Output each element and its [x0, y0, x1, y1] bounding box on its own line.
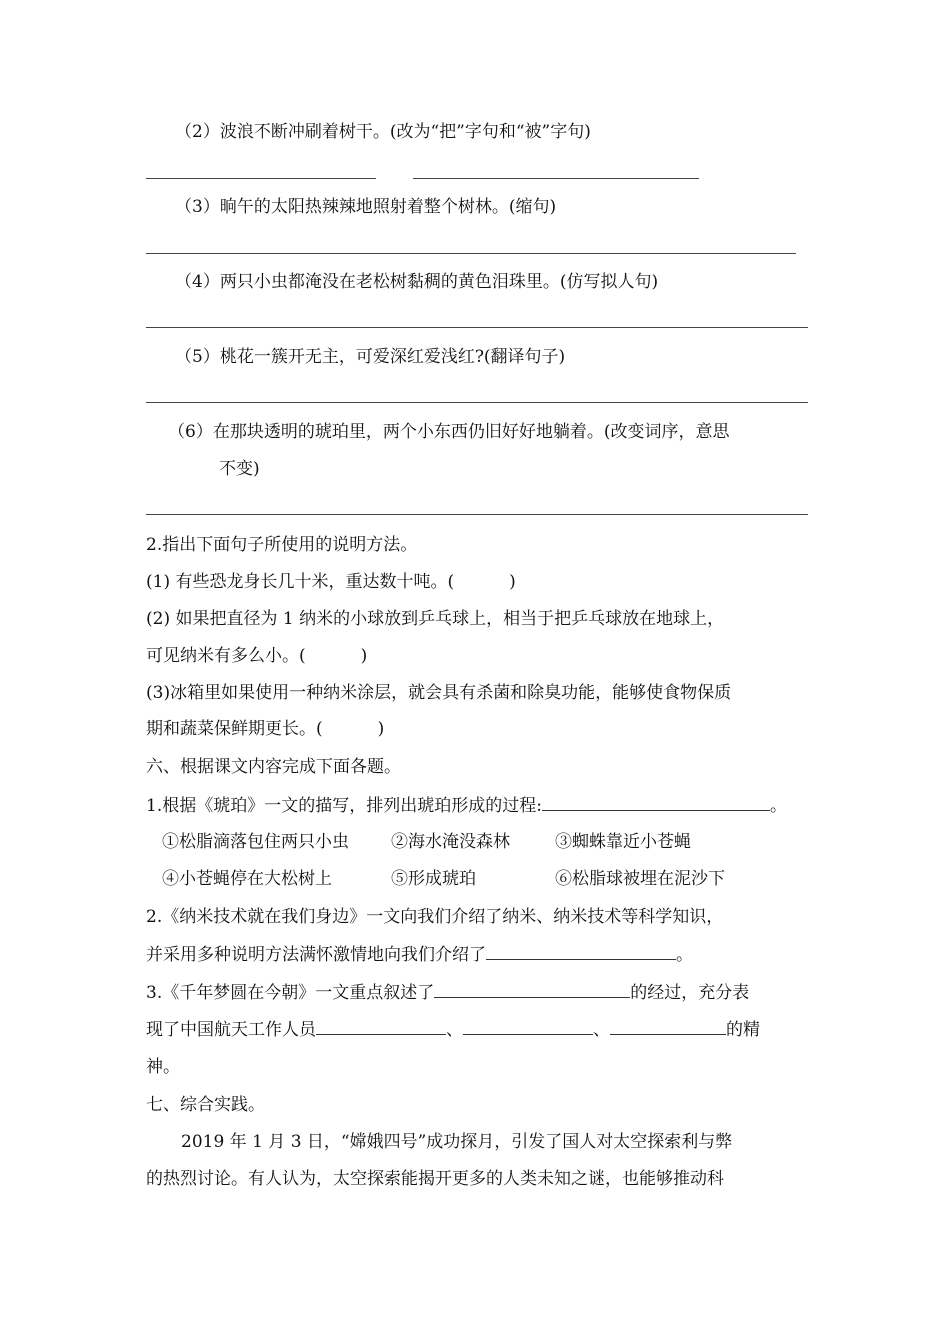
s6-q1-answer-blank[interactable]	[542, 794, 770, 811]
s6-q3-answer-blank-1[interactable]	[316, 1018, 446, 1035]
item-4-text: （4）两只小虫都淹没在老松树黏稠的黄色泪珠里。(仿写拟人句)	[175, 272, 659, 292]
s7-paragraph-line1: 2019 年 1 月 3 日，“嫦娥四号”成功探月，引发了国人对太空探索利与弊	[181, 1132, 733, 1152]
option-1: ①松脂滴落包住两只小虫	[162, 832, 349, 852]
s6-q1-end: 。	[769, 796, 787, 816]
s6-q2-line2	[146, 943, 693, 966]
option-5: ⑤形成琥珀	[391, 869, 476, 889]
answer-line-2a[interactable]	[146, 178, 376, 179]
option-3: ③蜘蛛靠近小苍蝇	[555, 832, 691, 852]
s6-q3-text: 3.《千年梦圆在今朝》一文重点叙述了	[146, 983, 435, 1003]
s6-q1-text: 1.根据《琥珀》一文的描写，排列出琥珀形成的过程:	[146, 796, 542, 816]
s6-q3-answer-blank-2[interactable]	[463, 1018, 593, 1035]
s6-q3-sep-2: 、	[593, 1020, 610, 1040]
q2-sentence-1	[146, 571, 516, 593]
s6-q3-line2-text: 现了中国航天工作人员	[146, 1020, 316, 1040]
section-7-heading: 七、综合实践。	[146, 1095, 265, 1115]
q2-sentence-2-line2	[146, 645, 367, 667]
s6-q3-line2-end: 的精	[726, 1020, 760, 1040]
s6-q3-line3: 神。	[146, 1057, 180, 1077]
answer-line-5[interactable]	[146, 402, 808, 403]
q2-sentence-2-text: 可见纳米有多么小。(	[146, 646, 306, 666]
s6-q3-sep-1: 、	[446, 1020, 463, 1040]
item-3-text: （3）晌午的太阳热辣辣地照射着整个树林。(缩句)	[175, 197, 557, 217]
s6-q2-answer-blank[interactable]	[486, 943, 676, 960]
q2-sentence-2-line1: (2) 如果把直径为 1 纳米的小球放到乒乓球上，相当于把乒乓球放在地球上，	[146, 609, 725, 629]
q2-sentence-3-close: )	[377, 719, 385, 739]
s7-paragraph-line2: 的热烈讨论。有人认为，太空探索能揭开更多的人类未知之谜，也能够推动科	[146, 1169, 724, 1189]
q2-sentence-3-text: 期和蔬菜保鲜期更长。(	[146, 719, 323, 739]
answer-line-2b[interactable]	[413, 178, 699, 179]
answer-line-6[interactable]	[146, 514, 808, 515]
q2-sentence-3-line1: (3)冰箱里如果使用一种纳米涂层，就会具有杀菌和除臭功能，能够使食物保质	[146, 683, 732, 703]
q2-sentence-1-text: (1) 有些恐龙身长几十米，重达数十吨。(	[146, 572, 455, 592]
item-2-text: （2）波浪不断冲刷着树干。(改为“把”字句和“被”字句)	[175, 122, 591, 142]
answer-line-3[interactable]	[146, 253, 796, 254]
s6-q3-answer-blank-3[interactable]	[610, 1018, 726, 1035]
item-6-text-line1: （6）在那块透明的琥珀里，两个小东西仍旧好好地躺着。(改变词序，意思	[168, 422, 730, 442]
q2-sentence-2-close: )	[360, 646, 368, 666]
item-5-text: （5）桃花一簇开无主，可爱深红爱浅红?(翻译句子)	[175, 347, 566, 367]
s6-q3-after: 的经过，充分表	[630, 983, 750, 1003]
q2-sentence-3-line2	[146, 718, 384, 740]
s6-q3-answer-blank-event[interactable]	[434, 981, 630, 998]
s6-q2-text: 并采用多种说明方法满怀激情地向我们介绍了	[146, 945, 486, 965]
s6-q3-line1	[146, 981, 749, 1004]
s6-q1	[146, 794, 787, 817]
s6-q2-line1: 2.《纳米技术就在我们身边》一文向我们介绍了纳米、纳米技术等科学知识，	[146, 907, 724, 927]
section-6-heading: 六、根据课文内容完成下面各题。	[146, 757, 401, 777]
q2-sentence-1-close: )	[509, 572, 516, 592]
option-2: ②海水淹没森林	[391, 832, 510, 852]
answer-line-4[interactable]	[146, 327, 808, 328]
s6-q3-line2	[146, 1018, 760, 1041]
s6-q2-end: 。	[676, 945, 693, 965]
item-6-text-line2: 不变)	[219, 459, 260, 479]
option-4: ④小苍蝇停在大松树上	[162, 869, 332, 889]
option-6: ⑥松脂球被埋在泥沙下	[555, 869, 725, 889]
q2-prompt: 2.指出下面句子所使用的说明方法。	[146, 535, 418, 555]
